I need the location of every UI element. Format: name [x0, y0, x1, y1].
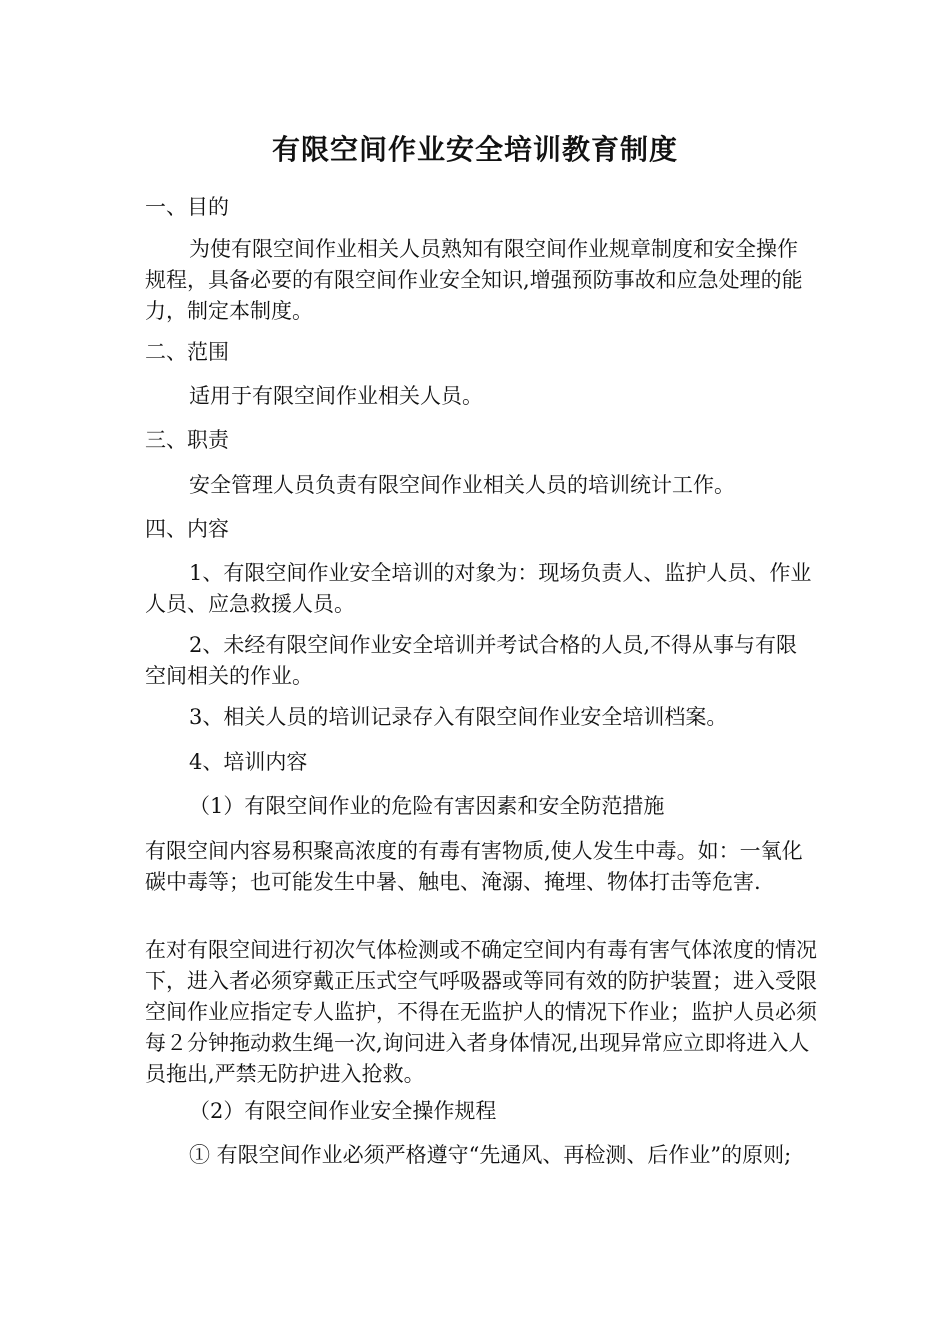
section-heading-content: 四、内容	[145, 517, 229, 541]
content-item-3: 3、相关人员的培训记录存入有限空间作业安全培训档案。	[189, 705, 728, 729]
subsection-heading-2: （2）有限空间作业安全操作规程	[189, 1099, 497, 1123]
subsection-heading-1: （1）有限空间作业的危险有害因素和安全防范措施	[189, 794, 665, 818]
paragraph-duty: 安全管理人员负责有限空间作业相关人员的培训统计工作。	[189, 473, 735, 497]
subsection-1-paragraph-2: 在对有限空间进行初次气体检测或不确定空间内有毒有害气体浓度的情况下，进入者必须穿戴正压式空气呼吸器或等同有效的防护装置；进入受限空间作业应指定专人监护，不得在无监护人的情况下作业；监护人员必须每２分钟拖动救生绳一次,询问进入者身体情况,出现异常应立即将进入人员拖出,严禁无防护进入抢救。	[145, 938, 817, 1086]
section-heading-duty: 三、职责	[145, 428, 229, 452]
section-heading-scope: 二、范围	[145, 340, 229, 364]
content-item-4: 4、培训内容	[189, 750, 308, 774]
content-item-2: 2、未经有限空间作业安全培训并考试合格的人员,不得从事与有限空间相关的作业。	[145, 633, 798, 688]
paragraph-purpose: 为使有限空间作业相关人员熟知有限空间作业规章制度和安全操作规程，具备必要的有限空间作业安全知识,增强预防事故和应急处理的能力，制定本制度。	[145, 237, 803, 323]
subsection-2-item-1: ① 有限空间作业必须严格遵守“先通风、再检测、后作业”的原则;	[189, 1143, 792, 1167]
subsection-1-paragraph-1: 有限空间内容易积聚高浓度的有毒有害物质,使人发生中毒。如：一氧化碳中毒等；也可能发生中暑、触电、淹溺、掩埋、物体打击等危害.	[145, 839, 803, 894]
paragraph-scope: 适用于有限空间作业相关人员。	[189, 384, 483, 408]
content-item-1: 1、有限空间作业安全培训的对象为：现场负责人、监护人员、作业人员、应急救援人员。	[145, 561, 812, 616]
section-heading-purpose: 一、目的	[145, 195, 229, 219]
document-title: 有限空间作业安全培训教育制度	[271, 133, 678, 166]
